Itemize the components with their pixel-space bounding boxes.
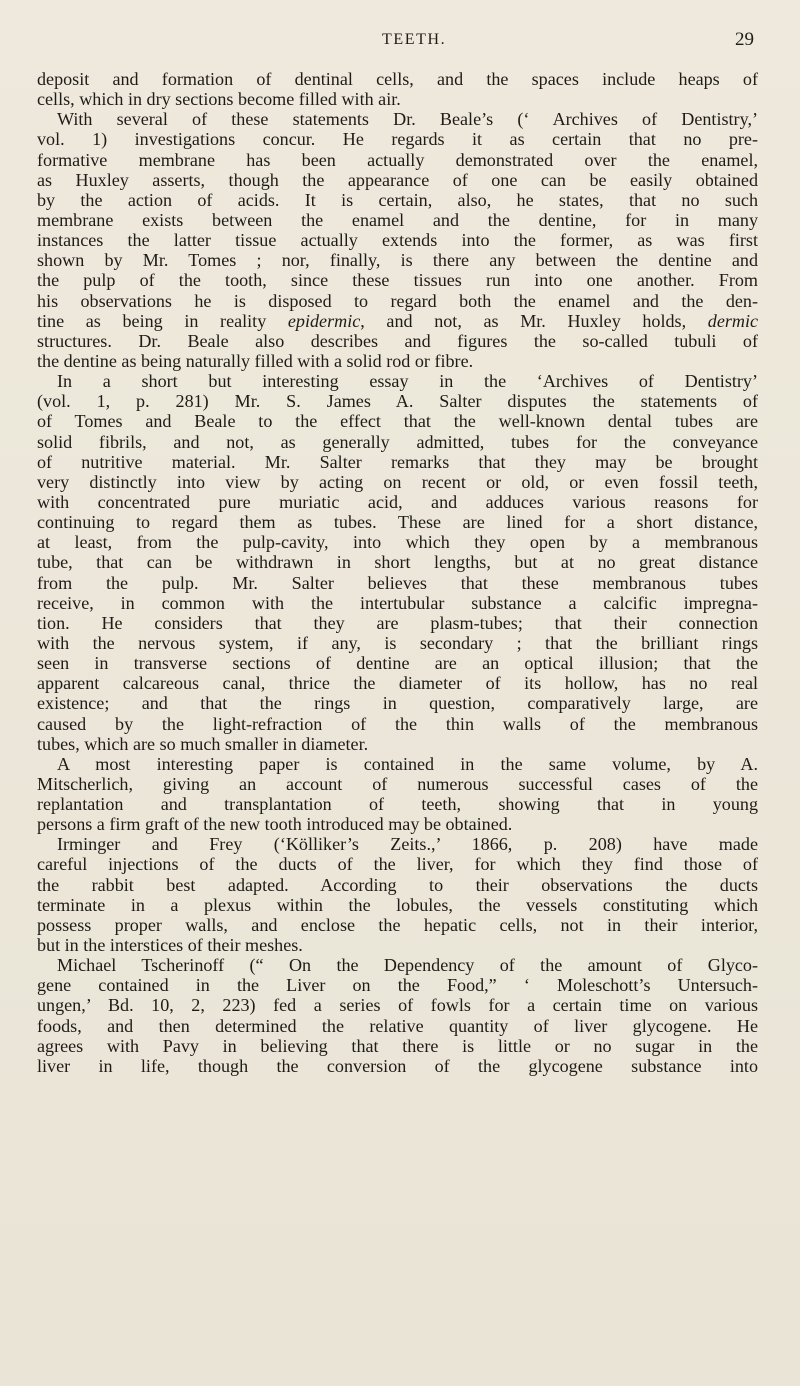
text-line: with the nervous system, if any, is secondary ; that the brilliant rings [37,632,758,653]
text-line: liver in life, though the conversion of the glycogene substance into [37,1055,758,1076]
text-line: ungen,’ Bd. 10, 2, 223) fed a series of fowls for a certain time on various [37,995,758,1016]
text-line: from the pulp. Mr. Salter believes that these membranous tubes [37,572,758,593]
text-line: but in the interstices of their meshes. [37,935,303,956]
text-line: continuing to regard them as tubes. These are lined for a short distance, [37,512,758,533]
text-line: tube, that can be withdrawn in short lengths, but at no great distance [37,552,758,573]
page-header [0,31,800,57]
text-line: shown by Mr. Tomes ; nor, finally, is there any between the dentine and [37,250,758,271]
text-line: the dentine as being naturally filled with a solid rod or fibre. [37,350,474,371]
text-line: existence; and that the rings in question, comparatively large, are [37,693,758,714]
text-line: terminate in a plexus within the lobules, the vessels constituting which [37,894,758,915]
text-line: In a short but interesting essay in the ‘Archives of Dentistry’ [57,371,758,392]
text-line: receive, in common with the intertubular substance a calcific impregna- [37,592,758,613]
text-line: Michael Tscherinoff (“ On the Dependency of the amount of Glyco- [57,955,758,976]
body-text [37,69,758,1076]
running-head: TEETH. [382,31,447,48]
text-line: seen in transverse sections of dentine are an optical illusion; that the [37,653,758,674]
text-line: formative membrane has been actually demonstrated over the enamel, [37,149,758,170]
text-line: tubes, which are so much smaller in diameter. [37,733,369,754]
text-line: of nutritive material. Mr. Salter remarks that they may be brought [37,451,758,472]
text-line: possess proper walls, and enclose the hepatic cells, not in their interior, [37,914,758,935]
text-line: foods, and then determined the relative quantity of liver glycogene. He [37,1015,758,1036]
text-line: Irminger and Frey (‘Kölliker’s Zeits.,’ 1866, p. 208) have made [57,834,758,855]
text-line: apparent calcareous canal, thrice the diameter of its hollow, has no real [37,673,758,694]
text-line: caused by the light-refraction of the thin walls of the membranous [37,713,758,734]
text-line: persons a firm graft of the new tooth introduced may be obtained. [37,814,513,835]
text-line: as Huxley asserts, though the appearance of one can be easily obtained [37,169,758,190]
text-line: very distinctly into view by acting on recent or old, or even fossil teeth, [37,471,758,492]
text-line: membrane exists between the enamel and the dentine, for in many [37,209,758,230]
text-line: at least, from the pulp-cavity, into which they open by a membranous [37,532,758,553]
text-line: (vol. 1, p. 281) Mr. S. James A. Salter disputes the statements of [37,391,758,412]
text-line: the rabbit best adapted. According to their observations the ducts [37,874,758,895]
text-line: cells, which in dry sections become filled with air. [37,89,401,110]
text-line: deposit and formation of dentinal cells, and the spaces include heaps of [37,69,758,89]
text-line: gene contained in the Liver on the Food,” ‘ Moleschott’s Untersuch- [37,975,758,996]
text-line: by the action of acids. It is certain, also, he states, that no such [37,189,758,210]
text-line: tine as being in reality epidermic, and not, as Mr. Huxley holds, dermic [37,310,759,331]
text-line: solid fibrils, and not, as generally admitted, tubes for the conveyance [37,431,758,452]
text-line: vol. 1) investigations concur. He regards it as certain that no pre- [37,129,758,150]
text-line: the pulp of the tooth, since these tissues run into one another. From [37,270,758,291]
text-line: With several of these statements Dr. Beale’s (‘ Archives of Dentistry,’ [57,109,758,130]
text-line: of Tomes and Beale to the effect that the well-known dental tubes are [37,411,758,432]
page-number: 29 [735,29,754,50]
text-line: A most interesting paper is contained in the same volume, by A. [57,753,758,774]
text-line: Mitscherlich, giving an account of numerous successful cases of the [37,773,758,794]
text-line: with concentrated pure muriatic acid, and adduces various reasons for [37,491,758,512]
text-line: his observations he is disposed to regard both the enamel and the den- [37,290,758,311]
text-line: instances the latter tissue actually extends into the former, as was first [37,230,758,251]
text-line: careful injections of the ducts of the liver, for which they find those of [37,854,758,875]
text-line: structures. Dr. Beale also describes and figures the so-called tubuli of [37,330,758,351]
text-line: agrees with Pavy in believing that there is little or no sugar in the [37,1035,758,1056]
text-line: replantation and transplantation of teeth, showing that in young [37,794,758,815]
text-line: tion. He considers that they are plasm-tubes; that their connection [37,612,758,633]
